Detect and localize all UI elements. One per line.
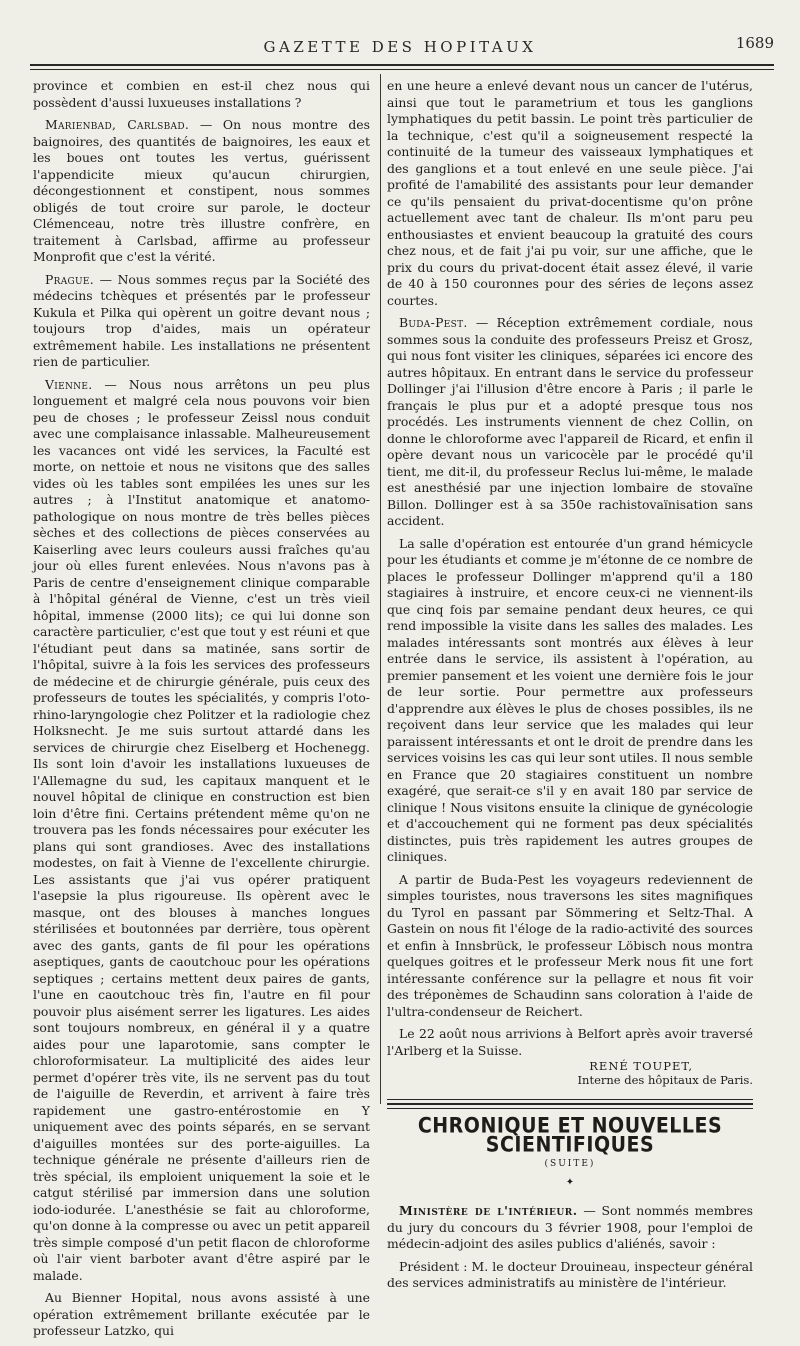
header-rule-thin — [30, 69, 774, 70]
section-rule — [387, 1099, 753, 1100]
place-heading-marienbad: Marienbad, Carlsbad. — [45, 117, 190, 132]
column-divider — [380, 74, 381, 1104]
ornament-icon: ✦ — [565, 1176, 575, 1188]
ministere-heading: Ministère de l'intérieur. — [399, 1203, 578, 1218]
section-subtitle: (SUITE) — [544, 1159, 596, 1169]
running-head: GAZETTE DES HOPITAUX — [263, 38, 537, 56]
right-column — [387, 78, 753, 1298]
paragraph-latzko: en une heure a enlevé devant nous un cancer de l'utérus, ainsi que tout le parametrium et tous les ganglions lymphatiques du petit bassin. Le point très particulier de la technique, c'est qu'il a soigneusement respecté la continuité de la tumeur des vaisseaux lymphatiques et des ganglions et a tout enlevé en une seule pièce. J'ai profité de l'amabilité des assistants pour leur demander ce qu'ils pensaient du privat-docentisme qu'on prône actuellement avec tant de chaleur. Ils m'ont paru peu enthousiastes et envient beaucoup la gratuité des cours chez nous, et de fait j'ai pu voir, sur une affiche, que le prix du cours du privat-docent était assez élevé, il varie de 40 à 150 couronnes pour des séries de leçons assez courtes. — [387, 78, 753, 308]
paragraph-marienbad — [33, 117, 370, 266]
section-rule — [387, 1103, 753, 1105]
place-heading-vienne: Vienne. — [45, 376, 93, 392]
paragraph-salle-operation: La salle d'opération est entourée d'un grand hémicycle pour les étudiants et comme je m'étonne de ce nombre de places le professeur Dollinger m'apprend qu'il a 180 stagiaires à instruire, et encore ceux-ci ne viennent-ils que cinq fois par semaine pendant deux heures, ce qui rend impossible la visite dans les salles des malades. Les malades intéressants sont montrés aux élèves à leur entrée dans le service, ils assistent à l'opération, au premier pansement et les voient une dernière fois le jour de leur sortie. Pour permettre aux professeurs d'apprendre aux élèves le plus de choses possibles, ils ne reçoivent dans leur service que les malades qui leur paraissent intéressants et ont le droit de prendre dans les services voisins les cas qui leur sont utiles. Il nous semble en France que 20 stagiaires constituent un nombre exagéré, que serait-ce s'il y en avait 180 par service de clinique ! Nous visitons ensuite la clinique de gynécologie et d'accouchement qui ne forment pas deux spécialités distinctes, puis très rapidement les autres groupes de cliniques. — [387, 535, 753, 864]
place-heading-buda-pest: Buda-Pest. — [399, 315, 468, 330]
paragraph-buda-pest-text: — Réception extrêmement cordiale, nous sommes sous la conduite des professeurs Preisz et Grosz, qui nous font visiter les cliniques, séparées ici encore des autres hôpitaux. En entrant dans le service du professeur Dollinger j'ai l'illusion d'être encore à Paris ; il parle le français le plus pur et a adopté presque tous nos procédés. Les instruments viennent de chez Collin, on donne le chloroforme avec l'appareil de Ricard, et enfin il opère devant nous un varicocèle par le procédé qu'il tient, me dit-il, du professeur Reclus lui-même, le malade est anesthésié par une injection lombaire de stovaïne Billon. Dollinger est à sa 350e rachistovaïnisation sans accident. — [387, 315, 753, 528]
paragraph-ministere — [387, 1203, 753, 1253]
section-rules — [387, 1099, 753, 1109]
header-rule-thick — [30, 64, 774, 66]
section-rule — [387, 1108, 753, 1109]
paragraph-province: province et combien en est-il chez nous qui possèdent d'aussi luxueuses installations ? — [33, 78, 370, 110]
signature-role: Interne des hôpitaux de Paris. — [577, 1073, 753, 1087]
paragraph-prague — [33, 272, 370, 371]
paragraph-buda-pest — [387, 315, 753, 530]
signature-name: RENÉ TOUPET, — [589, 1059, 693, 1073]
paragraph-vienne-text: — Nous nous arrêtons un peu plus longuement et malgré cela nous pouvons voir bien peu de choses ; le professeur Zeissl nous conduit avec une complaisance inlassable. Malheureusement les vacances ont vidé les services, la Faculté est morte, on nettoie et nous ne visitons que des salles vides où les tables sont empilées les unes sur les autres ; à l'Institut anatomique et anatomo-pathologique on nous montre de très belles pièces sèches et des collections de pièces conservées au Kaiserling avec leurs couleurs aussi fraîches qu'au jour où elles furent enlevées. Nous n'avons pas à Paris de centre d'enseignement clinique comparable à l'hôpital général de Vienne, c'est un très vieil hôpital, immense (2000 lits); ce qui lui donne son caractère particulier, c'est que tout y est réuni et que l'étudiant peut dans sa matinée, sans sortir de l'hôpital, suivre à la fois les services des professeurs de médecine et de chirurgie générale, puis ceux des professeurs de toutes les spécialités, y compris l'oto-rhino-laryngologie chez Politzer et la radiologie chez Holksnecht. Je me suis surtout attardé dans les services de chirurgie chez Eiselberg et Hochenegg. Ils sont loin d'avoir les installations luxueuses de l'Allemagne du sud, les capitaux manquent et le nouvel hôpital de clinique en construction est bien loin d'être fini. Certains prétendent même qu'on ne trouvera pas les fonds nécessaires pour exécuter les plans qui sont grandioses. Avec des installations modestes, on fait à Vienne de l'excellente chirurgie. Les assistants que j'ai vus opérer pratiquent l'asepsie la plus rigoureuse. Ils opèrent avec le masque, ont des blouses à manches longues stérilisées et boutonnées par derrière, tous opèrent avec des gants, gants de fil pour les opérations aseptiques, gants de caoutchouc pour les opérations septiques ; certains mettent deux paires de gants, l'une en caoutchouc très fin, l'autre en fil pour pouvoir plus aisément serrer les ligatures. Les aides sont toujours nombreux, en général il y a quatre aides pour une laparotomie, sans compter le chloroformisateur. La multiplicité des aides leur permet d'opérer très vite, ils ne servent pas du tout de l'aiguille de Reverdin, et arrivent à faire très rapidement une gastro-entérostomie en Y uniquement avec des points séparés, en se servant d'aiguilles montées sur des porte-aiguilles. La technique générale ne présente d'ailleurs rien de très spécial, ils emploient uniquement la soie et le catgut stérilisé par immersion dans une solution iodo-iodurée. L'anesthésie se fait au chloroforme, qu'on donne à la compresse ou avec un petit appareil très simple composé d'un petit flacon de chloroforme où l'air vient barboter avant d'être aspiré par le malade. — [33, 376, 370, 1283]
paragraph-marienbad-text: — On nous montre des baignoires, des quantités de baignoires, les eaux et les boues ont toutes les vertus, guérissent l'appendicite mieux qu'aucun chirurgien, décongestionnent et constipent, nous sommes obligés de tout croire sur parole, le docteur Clémenceau, notre très illustre confrère, en traitement à Carlsbad, affirme au professeur Monprofit que c'est la vérité. — [33, 117, 370, 264]
paragraph-ministere-text: — Sont nommés membres du jury du concours du 3 février 1908, pour l'emploi de médecin-adjoint des asiles publics d'aliénés, savoir : — [387, 1203, 754, 1251]
left-column — [33, 78, 370, 1346]
paragraph-touristes: A partir de Buda-Pest les voyageurs redeviennent de simples touristes, nous traversons les sites magnifiques du Tyrol en passant par Sömmering et Seltz-Thal. A Gastein on nous fit l'éloge de la radio-activité des sources et enfin à Innsbrück, le professeur Löbisch nous montra quelques goitres et le professeur Merk nous fit une fort intéressante conférence sur la pellagre et nous fit voir des tréponèmes de Schaudinn sans coloration à l'aide de l'ultra-condenseur de Reichert. — [387, 871, 753, 1019]
paragraph-vienne — [33, 377, 370, 1285]
signature — [387, 1059, 753, 1087]
paragraph-president: Président : M. le docteur Drouineau, inspecteur général des services administratifs au ministère de l'intérieur. — [387, 1258, 753, 1290]
paragraph-prague-text: — Nous sommes reçus par la Société des médecins tchèques et présentés par le professeur Kukula et Pilka qui opèrent un goitre devant nous ; toujours trop d'aides, mais un opérateur extrêmement habile. Les installations ne présentent rien de particulier. — [33, 271, 370, 369]
paragraph-bienner: Au Bienner Hopital, nous avons assisté à une opération extrêmement brillante exécutée par le professeur Latzko, qui — [33, 1290, 370, 1338]
paragraph-belfort: Le 22 août nous arrivions à Belfort après avoir traversé l'Arlberg et la Suisse. — [387, 1026, 753, 1058]
place-heading-prague: Prague. — [45, 271, 94, 287]
section-title: CHRONIQUE ET NOUVELLES SCIENTIFIQUES — [417, 1113, 723, 1157]
page-number: 1689 — [735, 34, 774, 52]
